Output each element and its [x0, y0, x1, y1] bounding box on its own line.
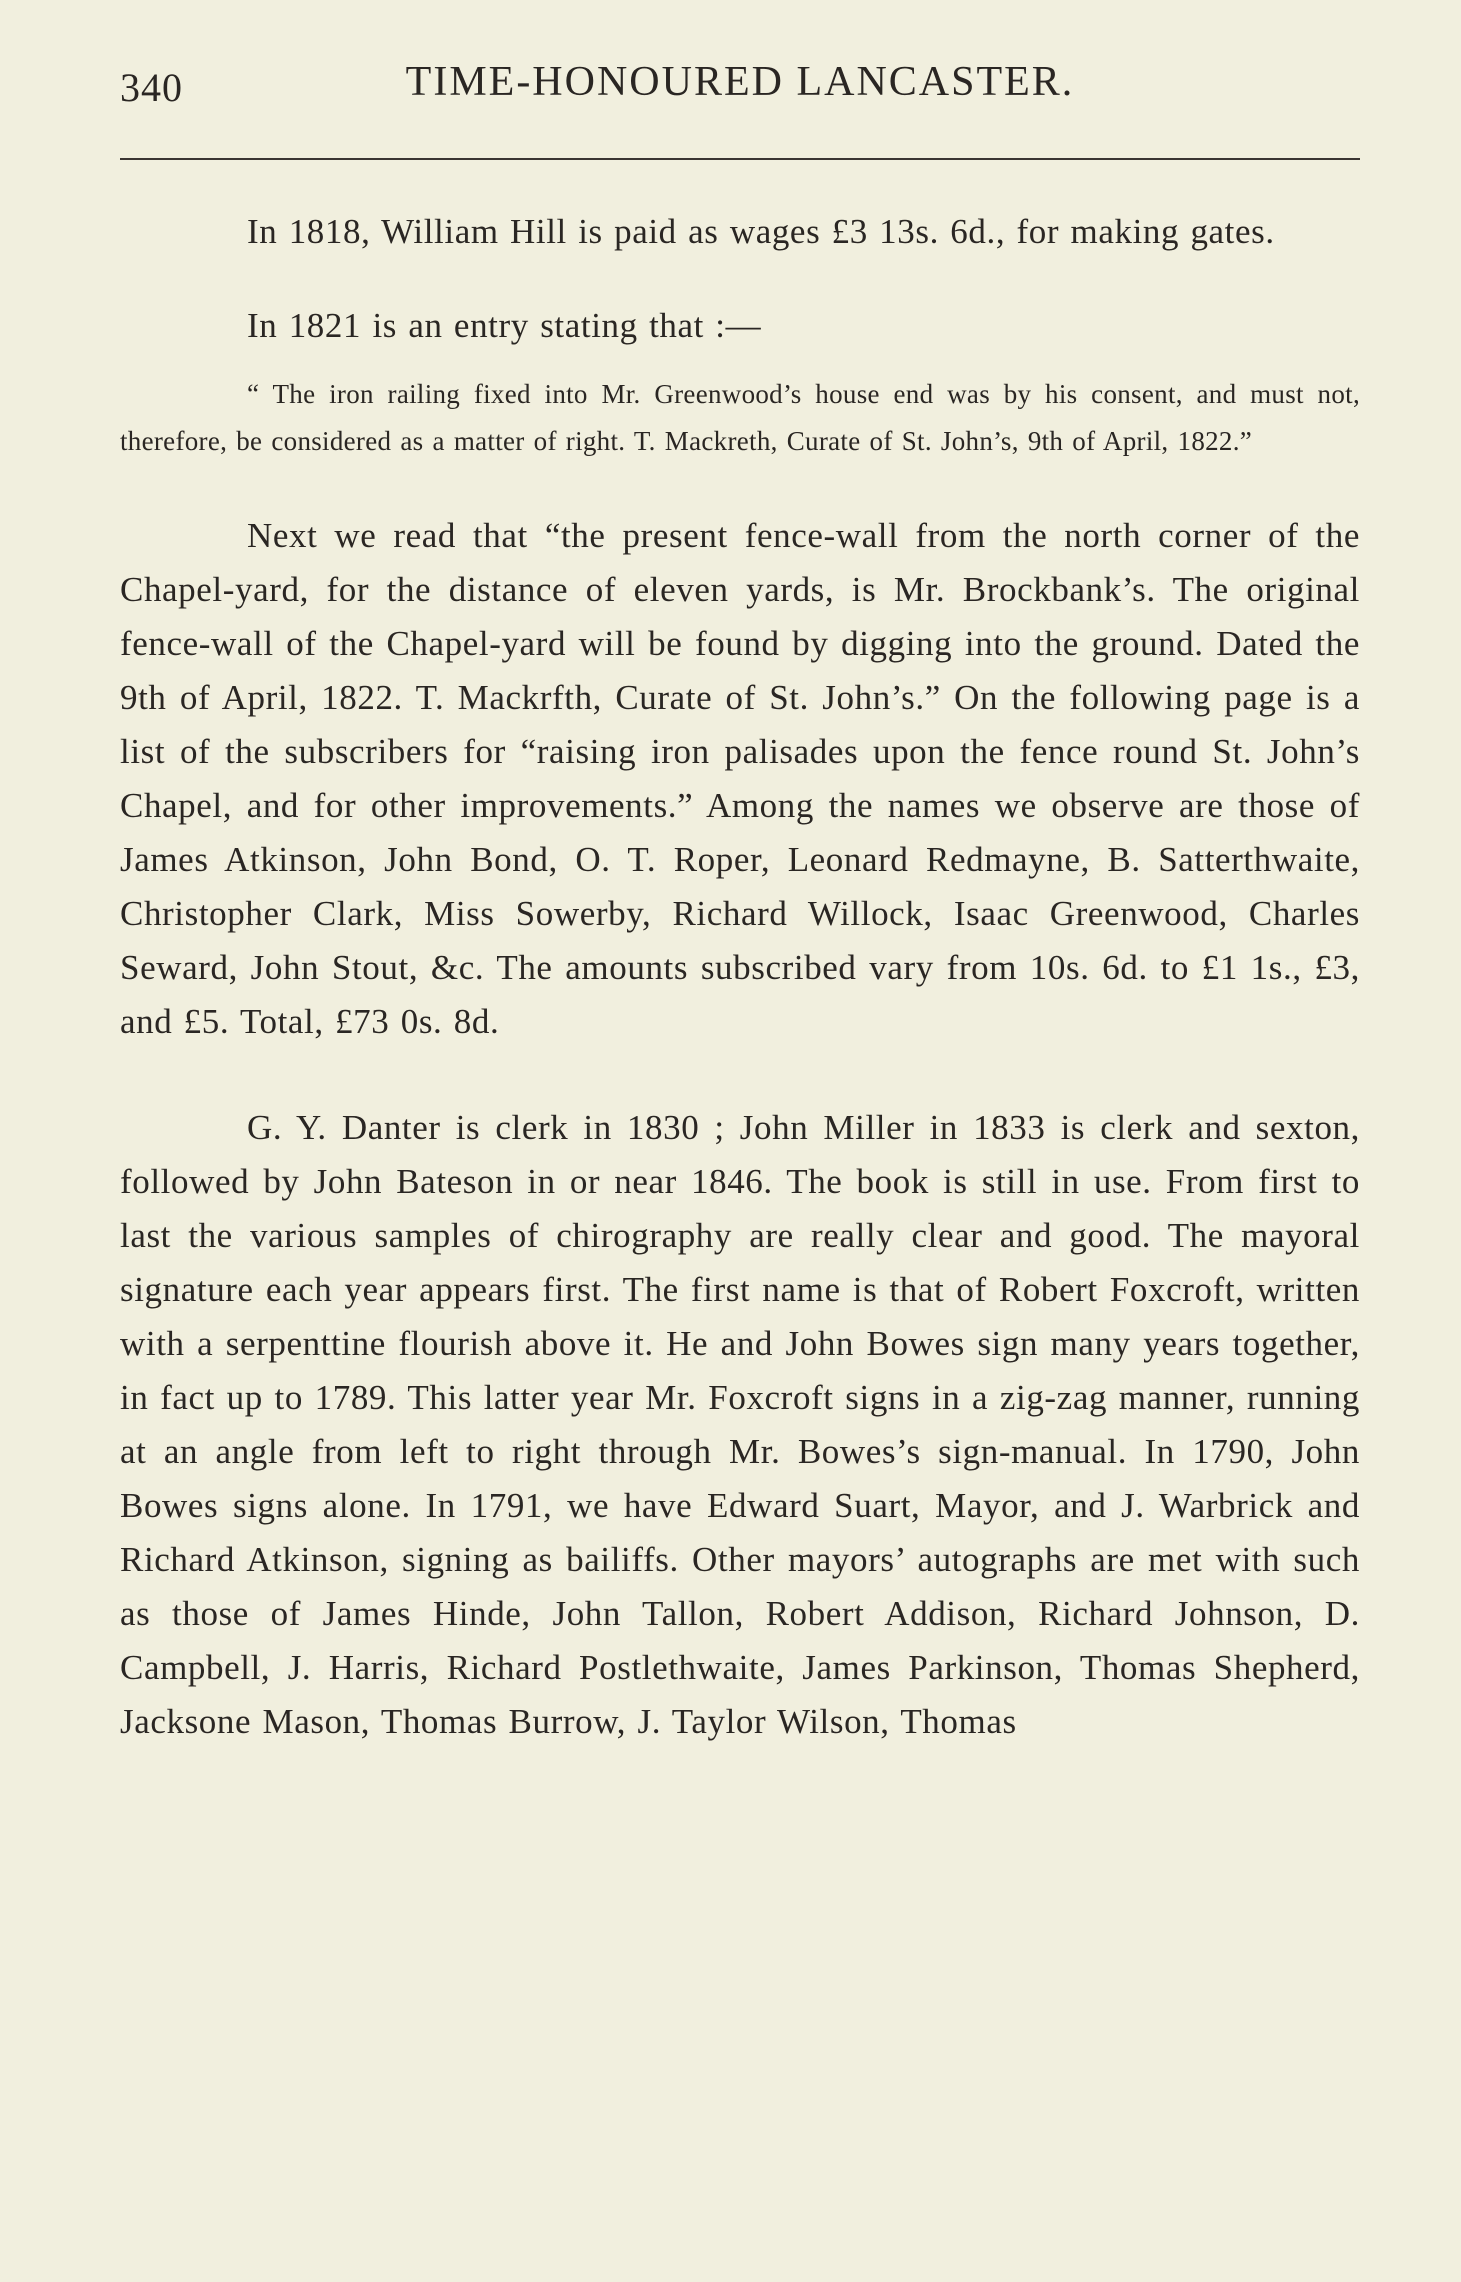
paragraph-entry-1821: In 1821 is an entry stating that :—	[247, 306, 762, 345]
header-rule	[120, 158, 1360, 160]
body-text	[120, 205, 1360, 1749]
paragraph-clerks-signatures: G. Y. Danter is clerk in 1830 ; John Miller in 1833 is clerk and sexton, followed by John Bateson in or near 1846. The book is still in use. From first to last the various samples of chirography are really clear and good. The mayoral signature each year appears first. The first name is that of Robert Foxcroft, written with a serpenttine flourish above it. He and John Bowes sign many years together, in fact up to 1789. This latter year Mr. Foxcroft signs in a zig-zag manner, running at an angle from left to right through Mr. Bowes’s sign-manual. In 1790, John Bowes signs alone. In 1791, we have Edward Suart, Mayor, and J. Warbrick and Richard Atkinson, signing as bailiffs. Other mayors’ autographs are met with such as those of James Hinde, John Tallon, Robert Addison, Richard Johnson, D. Campbell, J. Harris, Richard Postlethwaite, James Parkinson, Thomas Shepherd, Jacksone Mason, Thomas Burrow, J. Taylor Wilson, Thomas	[120, 1108, 1360, 1741]
paragraph-fence-wall: Next we read that “the present fence-wall from the north corner of the Chapel-yard, for the distance of eleven yards, is Mr. Brockbank’s. The original fence-wall of the Chapel-yard will be found by digging into the ground. Dated the 9th of April, 1822. T. Mackrfth, Curate of St. John’s.” On the following page is a list of the subscribers for “raising iron palisades upon the fence round St. John’s Chapel, and for other improvements.” Among the names we observe are those of James Atkinson, John Bond, O. T. Roper, Leonard Redmayne, B. Satterthwaite, Christopher Clark, Miss Sowerby, Richard Willock, Isaac Greenwood, Charles Seward, John Stout, &c. The amounts subscribed vary from 10s. 6d. to £1 1s., £3, and £5. Total, £73 0s. 8d.	[120, 516, 1360, 1041]
quoted-entry-railing: “ The iron railing fixed into Mr. Greenwood’s house end was by his consent, and must not, therefore, be considered as a matter of right. T. Mackreth, Curate of St. John’s, 9th of April, 1822.”	[120, 379, 1360, 456]
page-header	[120, 58, 1360, 108]
running-title: TIME-HONOURED LANCASTER.	[405, 59, 1075, 105]
page-number: 340	[120, 65, 183, 110]
paragraph-wages: In 1818, William Hill is paid as wages £3 13s. 6d., for making gates.	[247, 212, 1275, 251]
